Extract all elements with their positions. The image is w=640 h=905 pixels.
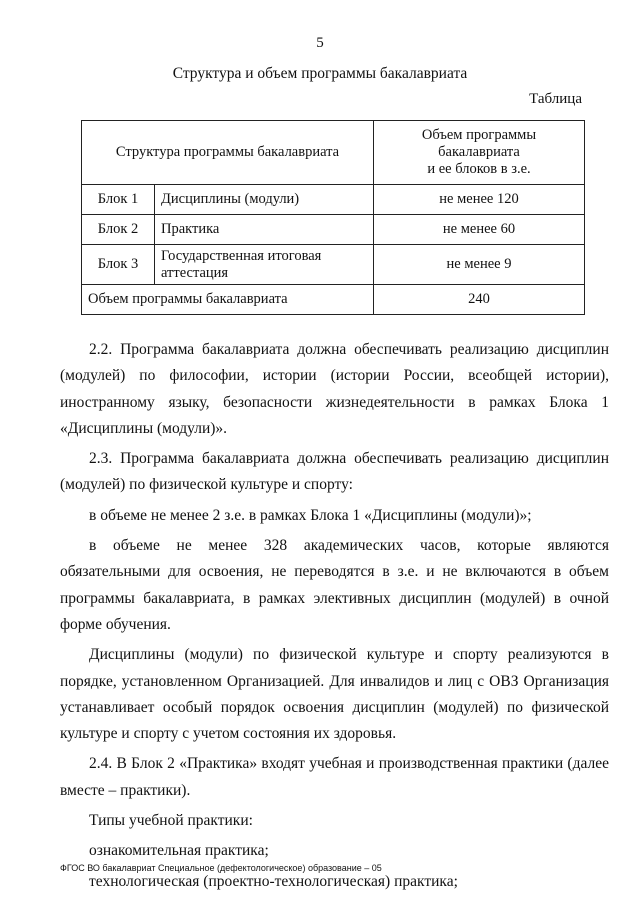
total-label: Объем программы бакалавриата xyxy=(82,285,374,315)
table-row xyxy=(82,215,585,245)
block-name-line: Государственная итоговая xyxy=(161,247,322,264)
header-volume-line: бакалавриата xyxy=(438,144,520,160)
page-footer: ФГОС ВО бакалавриат Специальное (дефектологическое) образование – 05 xyxy=(60,863,382,873)
block-volume: не менее 60 xyxy=(374,215,585,245)
paragraph-physical-culture: Дисциплины (модули) по физической культуре и спорту реализуются в порядке, установленном Организацией. Для инвалидов и лиц с ОВЗ Организация устанавливает особый порядок освоения дисциплин (модулей) по физической культуре и спорту с учетом состояния их здоровья. xyxy=(60,646,609,743)
table-row xyxy=(82,245,585,285)
block-name-line: Дисциплины (модули) xyxy=(161,191,300,207)
header-volume-line: и ее блоков в з.е. xyxy=(427,161,531,177)
header-structure: Структура программы бакалавриата xyxy=(82,121,374,185)
total-value: 240 xyxy=(374,285,585,315)
section-title: Структура и объем программы бакалавриата xyxy=(172,65,468,82)
paragraph-item: технологическая (проектно-технологическая) практика; xyxy=(89,872,458,890)
block-name-line: Практика xyxy=(161,221,220,237)
paragraph-item: ознакомительная практика; xyxy=(89,842,269,860)
table-row xyxy=(82,185,585,215)
block-volume: не менее 120 xyxy=(374,185,585,215)
paragraph-2-4: 2.4. В Блок 2 «Практика» входят учебная и производственная практики (далее вместе – практики). xyxy=(60,755,609,799)
document-body xyxy=(60,337,609,899)
page-number: 5 xyxy=(316,35,324,51)
program-structure-table xyxy=(81,120,585,315)
table-caption: Таблица xyxy=(529,91,582,107)
paragraph-item: в объеме не менее 2 з.е. в рамках Блока 1 «Дисциплины (модули)»; xyxy=(89,506,532,524)
block-name-line: аттестация xyxy=(161,264,229,281)
block-volume: не менее 9 xyxy=(374,245,585,285)
block-number: Блок 1 xyxy=(82,185,155,215)
block-number: Блок 3 xyxy=(82,245,155,285)
paragraph-item: Типы учебной практики: xyxy=(89,812,253,830)
header-volume xyxy=(374,121,585,185)
block-name xyxy=(155,245,374,285)
paragraph-2-2: 2.2. Программа бакалавриата должна обеспечивать реализацию дисциплин (модулей) по философии, истории (истории России, всеобщей истории), иностранному языку, безопасности жизнедеятельности в рамках Блока 1 «Дисциплины (модули)». xyxy=(60,341,609,437)
paragraph-item: в объеме не менее 328 академических часов, которые являются обязательными для освоения, не переводятся в з.е. и не включаются в объем программы бакалавриата, в рамках элективных дисциплин (модулей) в очной форме обучения. xyxy=(60,537,609,633)
block-name xyxy=(155,185,374,215)
header-volume-line: Объем программы xyxy=(421,127,537,143)
table-header-row xyxy=(82,121,585,185)
block-name xyxy=(155,215,374,245)
paragraph-2-3: 2.3. Программа бакалавриата должна обеспечивать реализацию дисциплин (модулей) по физической культуре и спорту: xyxy=(60,450,609,494)
table-total-row xyxy=(82,285,585,315)
block-number: Блок 2 xyxy=(82,215,155,245)
